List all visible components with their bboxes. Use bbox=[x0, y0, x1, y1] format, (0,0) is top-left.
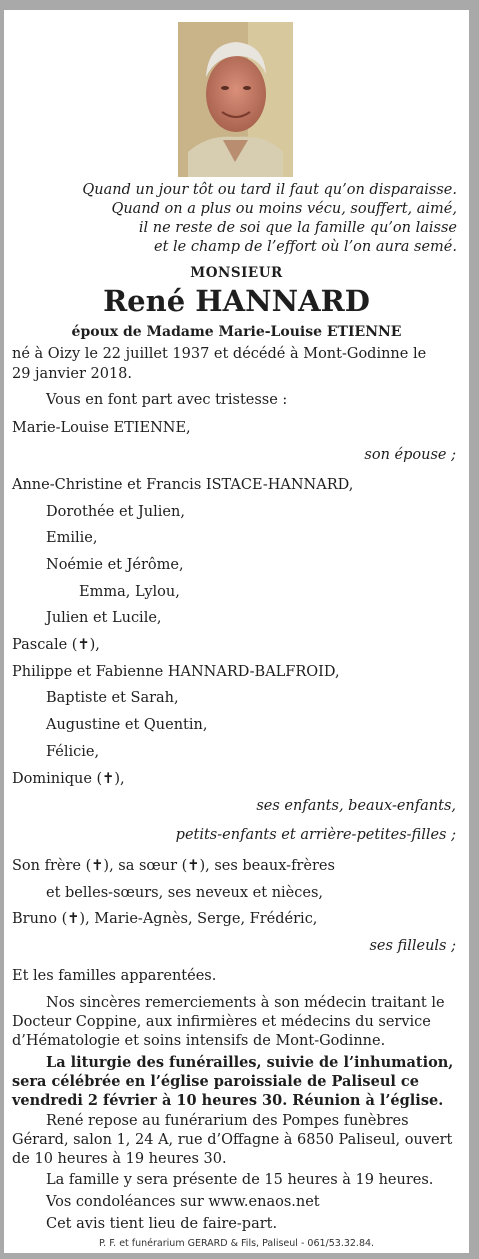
birth-line-2: 29 janvier 2018. bbox=[12, 366, 133, 382]
family-line: Julien et Lucile, bbox=[46, 610, 162, 626]
family-line: Et les familles apparentées. bbox=[12, 968, 217, 984]
funeral-home-paragraph: René repose au funérarium des Pompes funèbres Gérard, salon 1, 24 A, rue d’Offagne à 6850 Paliseul, ouvert de 10 heures à 19 heures 30. bbox=[12, 1113, 453, 1167]
thanks-paragraph: Nos sincères remerciements à son médecin traitant le Docteur Coppine, aux infirmières et médecins du service d’Hématologie et soins intensifs de Mont-Godinne. bbox=[12, 995, 445, 1049]
portrait-photo bbox=[178, 22, 293, 177]
family-line: Marie-Louise ETIENNE, bbox=[12, 420, 191, 436]
announcement: Vous en font part avec tristesse : bbox=[46, 392, 288, 408]
family-line: Pascale (✝), bbox=[12, 637, 100, 653]
poem-line-3: il ne reste de soi que la famille qu’on laisse bbox=[138, 220, 457, 236]
deceased-name: René HANNARD bbox=[103, 284, 370, 318]
family-line: Noémie et Jérôme, bbox=[46, 557, 184, 573]
relation-label: ses filleuls ; bbox=[369, 938, 456, 954]
family-line: Baptiste et Sarah, bbox=[46, 690, 179, 706]
footer-credit: P. F. et funérarium GERARD & Fils, Paliseul - 061/53.32.84. bbox=[98, 1238, 375, 1249]
obituary-card bbox=[4, 10, 469, 1253]
family-line: Son frère (✝), sa sœur (✝), ses beaux-frères bbox=[12, 858, 335, 874]
honorific: MONSIEUR bbox=[190, 265, 283, 281]
relation-label: ses enfants, beaux-enfants, bbox=[256, 798, 456, 814]
relation-label: petits-enfants et arrière-petites-filles ; bbox=[175, 827, 456, 843]
family-line: Philippe et Fabienne HANNARD-BALFROID, bbox=[12, 664, 340, 680]
birth-line-1: né à Oizy le 22 juillet 1937 et décédé à Mont-Godinne le bbox=[12, 346, 427, 362]
notice-line: Cet avis tient lieu de faire-part. bbox=[46, 1216, 278, 1232]
family-line: et belles-sœurs, ses neveux et nièces, bbox=[46, 885, 324, 901]
presence-line: La famille y sera présente de 15 heures à 19 heures. bbox=[46, 1172, 434, 1188]
family-line: Dominique (✝), bbox=[12, 771, 125, 787]
family-line: Emma, Lylou, bbox=[79, 584, 180, 600]
family-line: Dorothée et Julien, bbox=[46, 504, 185, 520]
condolences-line: Vos condoléances sur www.enaos.net bbox=[46, 1194, 320, 1210]
family-line: Emilie, bbox=[46, 530, 98, 546]
liturgy-paragraph: La liturgie des funérailles, suivie de l’inhumation, sera célébrée en l’église paroissiale de Paliseul ce vendredi 2 février à 10 heures 30. Réunion à l’église. bbox=[12, 1054, 454, 1109]
family-line: Bruno (✝), Marie-Agnès, Serge, Frédéric, bbox=[12, 911, 318, 927]
spouse-line: époux de Madame Marie-Louise ETIENNE bbox=[71, 324, 402, 340]
poem-line-1: Quand un jour tôt ou tard il faut qu’on disparaisse. bbox=[82, 182, 457, 198]
family-line: Augustine et Quentin, bbox=[46, 717, 208, 733]
relation-label: son épouse ; bbox=[364, 447, 456, 463]
family-line: Anne-Christine et Francis ISTACE-HANNARD, bbox=[12, 477, 354, 493]
poem-line-2: Quand on a plus ou moins vécu, souffert, aimé, bbox=[111, 201, 457, 217]
poem-line-4: et le champ de l’effort où l’on aura semé. bbox=[154, 239, 457, 255]
family-line: Félicie, bbox=[46, 744, 100, 760]
